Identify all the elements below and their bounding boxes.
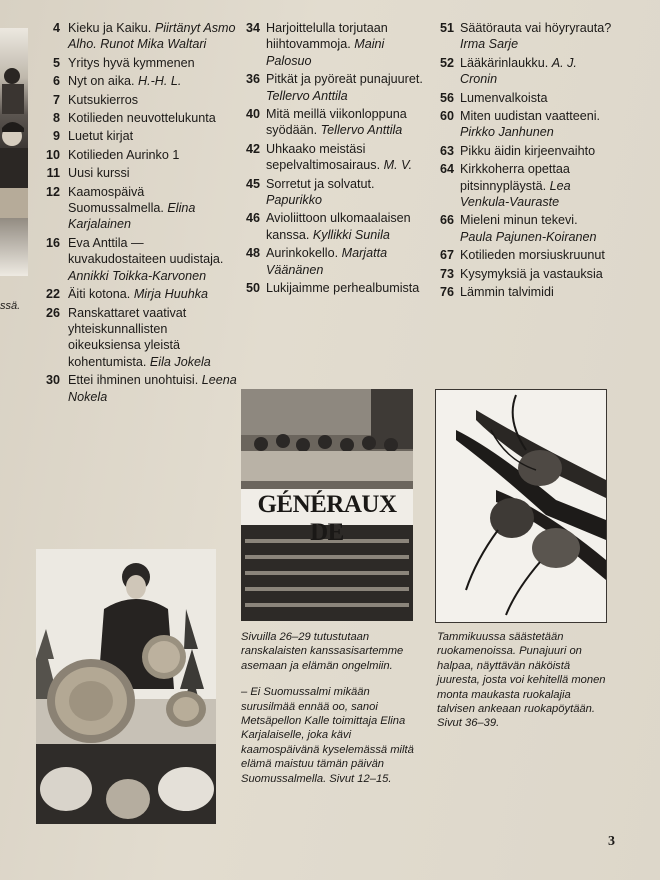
- toc-entry-text: [460, 266, 612, 282]
- toc-entry: [240, 20, 428, 69]
- toc-entry: [38, 286, 238, 302]
- toc-title: Harjoittelulla torjutaan hiihtovammoja.: [266, 21, 388, 52]
- toc-entry-text: [460, 108, 612, 141]
- caption-middle-p2: – Ei Suomussalmi mikään surusilmää ennää oo, sanoi Metsäpellon Kalle toimittaja Elina Karjalaiselle, joka kävi kaamospäivänä kyselemässä miltä elämä maistuu tämän päivän Suomussalmella. Sivut 12–15.: [241, 686, 414, 785]
- toc-entry: [38, 128, 238, 144]
- toc-entry: [38, 55, 238, 71]
- toc-entry-text: [460, 20, 612, 53]
- toc-entry-text: [460, 90, 612, 106]
- toc-author: Annikki Toikka-Karvonen: [68, 268, 207, 283]
- toc-title: Lukijaimme perhealbumista: [266, 281, 420, 296]
- toc-page-number: 6: [52, 74, 60, 89]
- toc-author: Paula Pajunen-Koiranen: [460, 229, 597, 244]
- toc-entry: [240, 106, 428, 139]
- toc-title: Ranskattaret vaativat yhteiskunnallisten oikeuksiensa yleistä kohentumista.: [68, 305, 187, 369]
- toc-title: Kaamospäivä Suomussalmella.: [68, 184, 164, 216]
- toc-title: Luetut kirjat: [68, 129, 134, 144]
- toc-title: Kysymyksiä ja vastauksia: [460, 266, 603, 281]
- toc-title: Uhkaako meistäsi sepelvaltimosairaus.: [266, 141, 381, 173]
- toc-page-number: 52: [439, 55, 454, 70]
- toc-entry: [432, 90, 612, 106]
- toc-title: Uusi kurssi: [68, 166, 130, 181]
- toc-entry: [38, 184, 238, 233]
- toc-entry: [38, 372, 238, 405]
- toc-author: Lea Venkula-Vauraste: [460, 178, 571, 210]
- toc-page-number: 60: [439, 109, 454, 124]
- toc-title: Avioliittoon ulkomaalaisen kanssa.: [266, 211, 411, 242]
- toc-entry-text: [266, 71, 428, 104]
- toc-entry-text: [68, 184, 238, 233]
- toc-author: Papurikko: [266, 193, 323, 208]
- toc-entry: [432, 143, 612, 159]
- caption-middle-p1: Sivuilla 26–29 tutustutaan ranskalaisten kanssasisartemme asemaan ja elämän ongelmiin.: [241, 631, 404, 672]
- toc-page-number: 5: [52, 55, 60, 70]
- left-edge-photo: [0, 28, 28, 276]
- toc-page-number: 8: [52, 111, 60, 126]
- toc-title: Lääkärinlaukku.: [460, 55, 549, 70]
- toc-title: Yritys hyvä kymmenen: [68, 55, 195, 70]
- toc-author: Tellervo Anttila: [320, 123, 403, 138]
- toc-entry-text: [460, 143, 612, 159]
- toc-entry-text: [460, 161, 612, 210]
- toc-title: Pitkät ja pyöreät punajuuret.: [266, 72, 423, 87]
- toc-page-number: 22: [45, 287, 60, 302]
- toc-title: Eva Anttila — kuvakudostaiteen uudistaja.: [68, 235, 224, 267]
- toc-author: Eila Jokela: [149, 354, 211, 369]
- toc-page-number: 9: [52, 129, 60, 144]
- photo-beetroots: [435, 389, 607, 623]
- toc-entry: [432, 284, 612, 300]
- toc-title: Kutsukierros: [68, 92, 138, 107]
- toc-entry-text: [68, 147, 238, 163]
- toc-entry: [38, 147, 238, 163]
- toc-title: Äiti kotona.: [68, 287, 131, 302]
- toc-entry: [240, 141, 428, 174]
- toc-title: Kotilieden neuvottelukunta: [68, 111, 216, 126]
- toc-title: Kotilieden Aurinko 1: [68, 147, 180, 162]
- toc-page-number: 34: [245, 21, 260, 35]
- toc-title: Miten uudistan vaatteeni.: [460, 109, 601, 124]
- toc-author: Maini Palosuo: [266, 37, 385, 68]
- toc-entry: [432, 161, 612, 210]
- toc-entry-text: [266, 176, 428, 209]
- toc-title: Lämmin talvimidi: [460, 285, 554, 300]
- toc-page-number: 63: [439, 143, 454, 158]
- toc-entry-text: [68, 128, 238, 144]
- toc-page-number: 64: [439, 162, 454, 177]
- toc-title: Sorretut ja solvatut.: [266, 176, 375, 191]
- toc-entry: [432, 108, 612, 141]
- toc-entry-text: [266, 210, 428, 243]
- toc-entry-text: [68, 235, 238, 284]
- toc-author: Piirtänyt Asmo Alho. Runot Mika Waltari: [68, 21, 236, 52]
- banner-text: GÉNÉRAUX DE: [257, 491, 397, 546]
- toc-page-number: 51: [439, 21, 454, 35]
- toc-author: Kyllikki Sunila: [312, 227, 390, 242]
- toc-title: Kirkkoherra opettaa pitsinnypläystä.: [460, 162, 570, 193]
- toc-page-number: 48: [245, 246, 260, 261]
- toc-entry: [240, 176, 428, 209]
- toc-page-number: 46: [245, 211, 260, 226]
- toc-entry-text: [68, 165, 238, 181]
- toc-title: Ettei ihminen unohtuisi.: [68, 373, 199, 388]
- toc-page-number: 16: [45, 235, 60, 250]
- toc-entry: [432, 247, 612, 263]
- toc-entry: [38, 110, 238, 126]
- toc-page-number: 30: [45, 373, 60, 388]
- toc-entry-text: [266, 141, 428, 174]
- toc-title: Säätörauta vai höyryrauta?: [460, 21, 612, 35]
- toc-title: Mieleni minun tekevi.: [460, 213, 578, 228]
- toc-entry-text: [266, 20, 428, 69]
- toc-title: Kotilieden morsiuskruunut: [460, 248, 605, 263]
- toc-entry: [240, 280, 428, 296]
- toc-entry-text: [68, 110, 238, 126]
- toc-author: Irma Sarje: [460, 37, 519, 52]
- caption-right: Tammikuussa säästetään ruokamenoissa. Punajuuri on halpaa, näyttävän näköistä juuresta, josta voi kehitellä monen monta maukasta ruokalajia talvisen ankeaan ruokapöytään. Sivut 36–39.: [437, 631, 606, 730]
- toc-entry-text: [68, 305, 238, 371]
- toc-author: Elina Karjalainen: [68, 201, 196, 232]
- toc-title: Lumenvalkoista: [460, 90, 548, 105]
- toc-entry: [38, 92, 238, 108]
- toc-author: Pirkko Janhunen: [460, 125, 554, 140]
- toc-title: Mitä meillä viikonloppuna syödään.: [266, 107, 407, 138]
- toc-page-number: 11: [46, 166, 60, 181]
- toc-entry-text: [266, 106, 428, 139]
- toc-page-number: 56: [439, 90, 454, 105]
- toc-entry-text: [68, 73, 238, 89]
- toc-page-number: 26: [45, 305, 60, 320]
- toc-entry-text: [460, 247, 612, 263]
- toc-page-number: 40: [245, 107, 260, 122]
- toc-column-2: [240, 20, 428, 299]
- toc-entry: [38, 20, 238, 53]
- toc-entry: [432, 55, 612, 88]
- toc-entry: [38, 165, 238, 181]
- toc-entry: [432, 266, 612, 282]
- toc-entry: [38, 305, 238, 371]
- toc-entry-text: [68, 20, 238, 53]
- toc-page-number: 12: [45, 184, 60, 199]
- toc-entry-text: [460, 55, 612, 88]
- toc-page-number: 42: [245, 141, 260, 156]
- toc-entry: [38, 235, 238, 284]
- toc-author: A. J. Cronin: [460, 55, 577, 87]
- toc-author: Marjatta Väänänen: [266, 246, 388, 277]
- toc-entry: [432, 20, 612, 53]
- toc-author: Tellervo Anttila: [266, 88, 348, 103]
- toc-page-number: 67: [439, 248, 454, 263]
- toc-page-number: 76: [439, 285, 454, 300]
- toc-entry-text: [68, 55, 238, 71]
- toc-entry: [38, 73, 238, 89]
- toc-entry-text: [460, 284, 612, 300]
- toc-title: Kieku ja Kaiku.: [68, 21, 152, 35]
- toc-entry: [240, 71, 428, 104]
- toc-entry-text: [266, 280, 428, 296]
- toc-title: Nyt on aika.: [68, 74, 135, 89]
- toc-column-1: [38, 20, 238, 407]
- toc-title: Pikku äidin kirjeenvaihto: [460, 143, 596, 158]
- photo-french-assembly: [241, 389, 413, 621]
- toc-entry-text: [68, 286, 238, 302]
- toc-author: Leena Nokela: [68, 373, 237, 404]
- photo-man-with-logs: [36, 549, 216, 824]
- toc-entry-text: [68, 92, 238, 108]
- toc-entry-text: [68, 372, 238, 405]
- toc-author: M. V.: [383, 158, 413, 173]
- caption-middle: [241, 630, 419, 786]
- toc-author: Mirja Huuhka: [133, 287, 209, 302]
- toc-page-number: 73: [439, 266, 454, 281]
- toc-page-number: 66: [439, 213, 454, 228]
- page-number: 3: [608, 834, 615, 849]
- toc-entry-text: [460, 212, 612, 245]
- toc-column-3: [432, 20, 612, 303]
- toc-entry: [240, 245, 428, 278]
- toc-page-number: 10: [45, 147, 60, 162]
- toc-page-number: 36: [245, 72, 260, 87]
- cut-off-text: ssä.: [0, 300, 21, 312]
- toc-title: Aurinkokello.: [266, 246, 339, 261]
- toc-page-number: 7: [52, 92, 60, 107]
- toc-entry: [432, 212, 612, 245]
- toc-entry: [240, 210, 428, 243]
- toc-entry-text: [266, 245, 428, 278]
- toc-page-number: 50: [245, 281, 260, 296]
- toc-page-number: 4: [52, 21, 60, 35]
- toc-author: H.-H. L.: [138, 74, 182, 89]
- toc-page-number: 45: [245, 176, 260, 191]
